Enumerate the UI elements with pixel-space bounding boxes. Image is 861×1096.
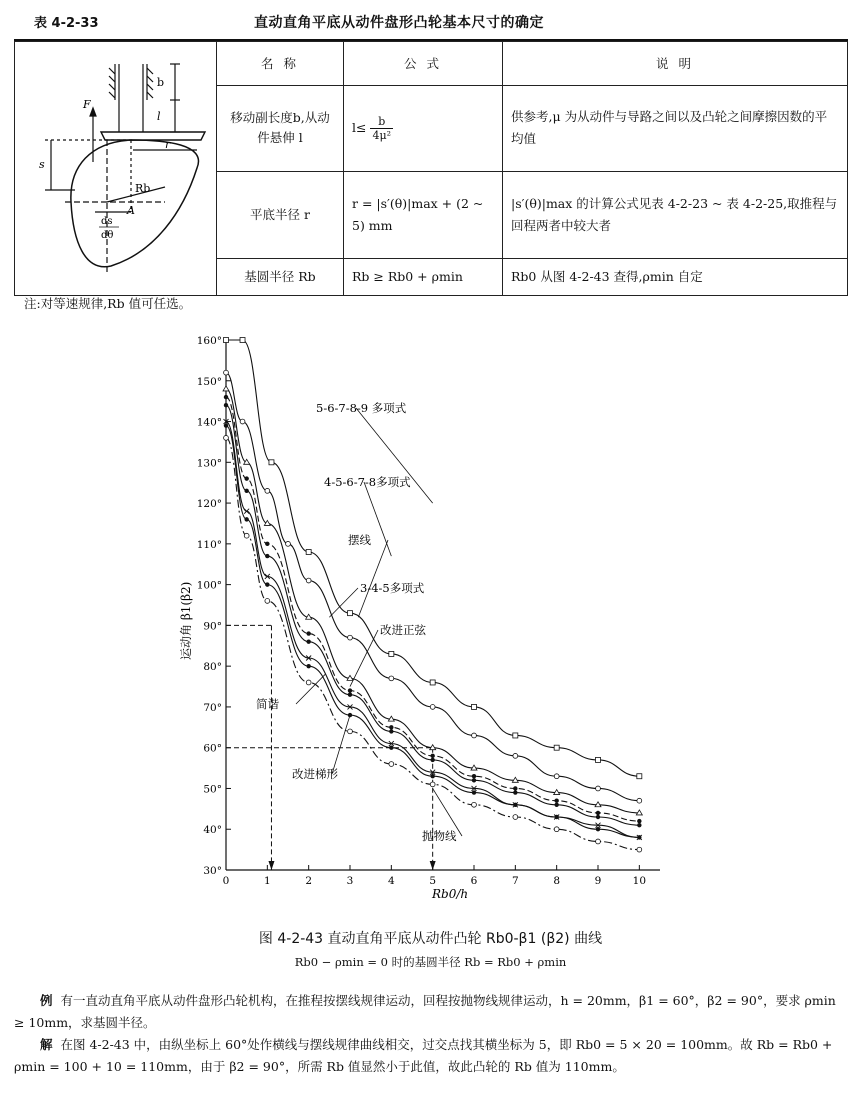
chart-guides [226, 625, 436, 870]
parameter-table [14, 41, 848, 296]
series-leader-line [296, 674, 325, 704]
data-point [554, 798, 558, 802]
data-point [472, 704, 477, 709]
x-tick-label: 9 [594, 875, 602, 887]
label-dtheta: dθ [101, 230, 114, 241]
label-Rb: Rb [135, 182, 151, 195]
data-point [554, 774, 559, 779]
series-label: 摆线 [348, 533, 371, 547]
row-description: |s′(θ)|max 的计算公式见表 4-2-23 ~ 表 4-2-25,取推程与回程两者中较大者 [503, 172, 848, 258]
x-tick-label: 4 [387, 875, 395, 887]
series-label: 5-6-7-8-9 多项式 [316, 401, 407, 415]
data-point [306, 664, 310, 668]
series-leader-line [332, 715, 350, 774]
data-point [224, 435, 229, 440]
chart-container [160, 320, 680, 920]
data-point [472, 733, 477, 738]
data-point [306, 639, 310, 643]
y-tick-label: 40° [203, 824, 222, 837]
data-point [596, 827, 600, 831]
data-point [389, 729, 393, 733]
series-label: 3-4-5多项式 [360, 581, 425, 595]
example-text: 有一直动直角平底从动件盘形凸轮机构，在推程按摆线规律运动，回程按抛物线规律运动，h = 20mm，β1 = 60°，β2 = 90°，要求 ρmin ≥ 10mm，求基圆半径。 [14, 993, 836, 1030]
row-formula: Rb ≥ Rb0 + ρmin [344, 258, 503, 295]
data-point [265, 554, 269, 558]
figure-caption: 图 4-2-43 直动直角平底从动件凸轮 Rb0-β1 (β2) 曲线 [258, 931, 603, 947]
x-tick-label: 7 [511, 875, 519, 887]
data-point [306, 578, 311, 583]
example-label: 例 [40, 993, 53, 1008]
data-point [348, 635, 353, 640]
data-point [224, 370, 229, 375]
y-tick-label: 50° [203, 783, 222, 796]
data-point [224, 403, 228, 407]
series-line-2 [226, 373, 639, 801]
data-point [389, 676, 394, 681]
guide-arrow [268, 861, 274, 870]
y-tick-label: 120° [196, 498, 222, 511]
series-label: 简谐 [256, 697, 279, 711]
data-point [637, 774, 642, 779]
y-tick-label: 130° [196, 457, 222, 470]
data-point [472, 774, 476, 778]
row-description: 供参考,μ 为从动件与导路之间以及凸轮之间摩擦因数的平均值 [503, 85, 848, 171]
data-point [244, 533, 249, 538]
y-tick-label: 60° [203, 742, 222, 755]
data-point [637, 819, 641, 823]
example-paragraph [14, 990, 844, 1034]
series-label: 改进梯形 [292, 767, 338, 781]
header-description: 说 明 [503, 42, 848, 86]
y-tick-label: 90° [203, 620, 222, 633]
data-point [472, 790, 476, 794]
data-point [472, 802, 477, 807]
data-point [265, 488, 270, 493]
guide-arrow [430, 861, 436, 870]
data-point [513, 786, 517, 790]
x-tick-label: 6 [470, 875, 478, 887]
x-tick-label: 5 [429, 875, 437, 887]
solution-text: 在图 4-2-43 中，由纵坐标上 60°处作横线与摆线规律曲线相交，过交点找其横坐标为 5，即 Rb0 = 5 × 20 = 100mm。故 Rb = Rb0 + ρmin = 100 + 10 = 110mm，由于 β2 = 90°，所需 Rb 值显然小于此值，故此凸轮的 Rb 值为 110mm。 [14, 1037, 833, 1074]
label-s: s [39, 158, 45, 171]
data-point [224, 338, 229, 343]
data-point [265, 599, 270, 604]
data-point [244, 517, 248, 521]
row-description: Rb0 从图 4-2-43 查得,ρmin 自定 [503, 258, 848, 295]
data-point [596, 815, 600, 819]
label-F: F [83, 98, 91, 111]
data-point [637, 847, 642, 852]
y-tick-label: 150° [196, 375, 222, 388]
formula-numerator: b [370, 115, 393, 129]
data-point [223, 386, 229, 391]
cam-schematic-figure [15, 42, 216, 292]
series-label: 改进正弦 [380, 623, 426, 637]
x-tick-label: 8 [553, 875, 561, 887]
data-point [389, 745, 393, 749]
x-tick-label: 0 [222, 875, 230, 887]
data-point [513, 733, 518, 738]
series-label: 4-5-6-7-8多项式 [324, 475, 411, 489]
data-point [554, 745, 559, 750]
data-point [472, 778, 476, 782]
data-point [348, 692, 352, 696]
y-tick-label: 100° [196, 579, 222, 592]
label-A: A [127, 204, 135, 217]
data-point [389, 651, 394, 656]
chart-series [223, 338, 642, 853]
data-point [240, 419, 245, 424]
data-point [637, 835, 641, 839]
data-point [389, 725, 393, 729]
y-tick-label: 160° [196, 335, 222, 347]
data-point [554, 827, 559, 832]
data-point [637, 823, 641, 827]
y-tick-label: 110° [196, 538, 222, 551]
table-title: 直动直角平底从动件盘形凸轮基本尺寸的确定 [254, 15, 544, 31]
y-tick-label: 70° [203, 701, 222, 714]
data-point [430, 705, 435, 710]
y-axis-label: 运动角 β1(β2) [179, 581, 193, 660]
data-point [389, 762, 394, 767]
data-point [513, 790, 517, 794]
data-point [430, 680, 435, 685]
row-name: 基圆半径 Rb [217, 258, 344, 295]
table-note: 注:对等速规律,Rb 值可任选。 [24, 296, 192, 311]
x-tick-label: 3 [346, 875, 354, 887]
data-point [596, 811, 600, 815]
row-name: 移动副长度b,从动件悬伸 l [217, 85, 344, 171]
figure-subcaption: Rb0 − ρmin = 0 时的基圆半径 Rb = Rb0 + ρmin [294, 955, 567, 969]
data-point [596, 839, 601, 844]
data-point [430, 774, 434, 778]
data-point [348, 611, 353, 616]
data-point [596, 786, 601, 791]
row-formula [344, 85, 503, 171]
row-formula: r = |s′(θ)|max + (2 ~ 5) mm [344, 172, 503, 258]
header-name: 名 称 [217, 42, 344, 86]
data-point [269, 460, 274, 465]
data-point [430, 754, 434, 758]
data-point [265, 542, 269, 546]
row-name: 平底半径 r [217, 172, 344, 258]
series-line-1 [226, 340, 639, 776]
x-tick-label: 2 [305, 875, 313, 887]
formula-lhs: l≤ [352, 119, 367, 135]
x-tick-label: 10 [632, 875, 647, 887]
solution-paragraph [14, 1034, 844, 1078]
table-header-row [15, 42, 848, 86]
x-axis-label: Rb0/h [432, 887, 469, 901]
y-tick-label: 30° [203, 865, 222, 877]
data-point [554, 803, 558, 807]
x-tick-label: 1 [263, 875, 271, 887]
y-tick-label: 80° [203, 661, 222, 674]
data-point [348, 729, 353, 734]
data-point [637, 798, 642, 803]
data-point [244, 489, 248, 493]
data-point [554, 815, 558, 819]
data-point [430, 782, 435, 787]
data-point [596, 757, 601, 762]
data-point [244, 476, 248, 480]
cam-schematic-cell [15, 42, 217, 296]
series-label: 抛物线 [422, 829, 457, 843]
data-point [306, 550, 311, 555]
data-point [286, 541, 291, 546]
formula-denominator: 4μ² [372, 128, 392, 142]
label-b: b [157, 76, 165, 89]
rb0-beta-chart [160, 320, 680, 920]
label-ds: ds [101, 216, 113, 227]
series-leader-line [329, 588, 358, 617]
data-point [513, 815, 518, 820]
data-point [348, 713, 352, 717]
data-point [224, 423, 228, 427]
data-point [224, 395, 228, 399]
data-point [244, 509, 249, 514]
data-point [513, 753, 518, 758]
label-l: l [157, 110, 161, 123]
data-point [430, 758, 434, 762]
table-number: 表 4-2-33 [34, 16, 99, 31]
data-point [513, 803, 517, 807]
data-point [306, 680, 311, 685]
data-point [240, 338, 245, 343]
formula-fraction [370, 115, 393, 142]
series-leader-line [358, 540, 388, 617]
data-point [265, 582, 269, 586]
data-point [306, 631, 310, 635]
data-point [348, 688, 352, 692]
y-tick-label: 140° [196, 416, 222, 429]
label-r: r [165, 138, 171, 151]
solution-label: 解 [40, 1037, 53, 1052]
header-formula: 公 式 [344, 42, 503, 86]
